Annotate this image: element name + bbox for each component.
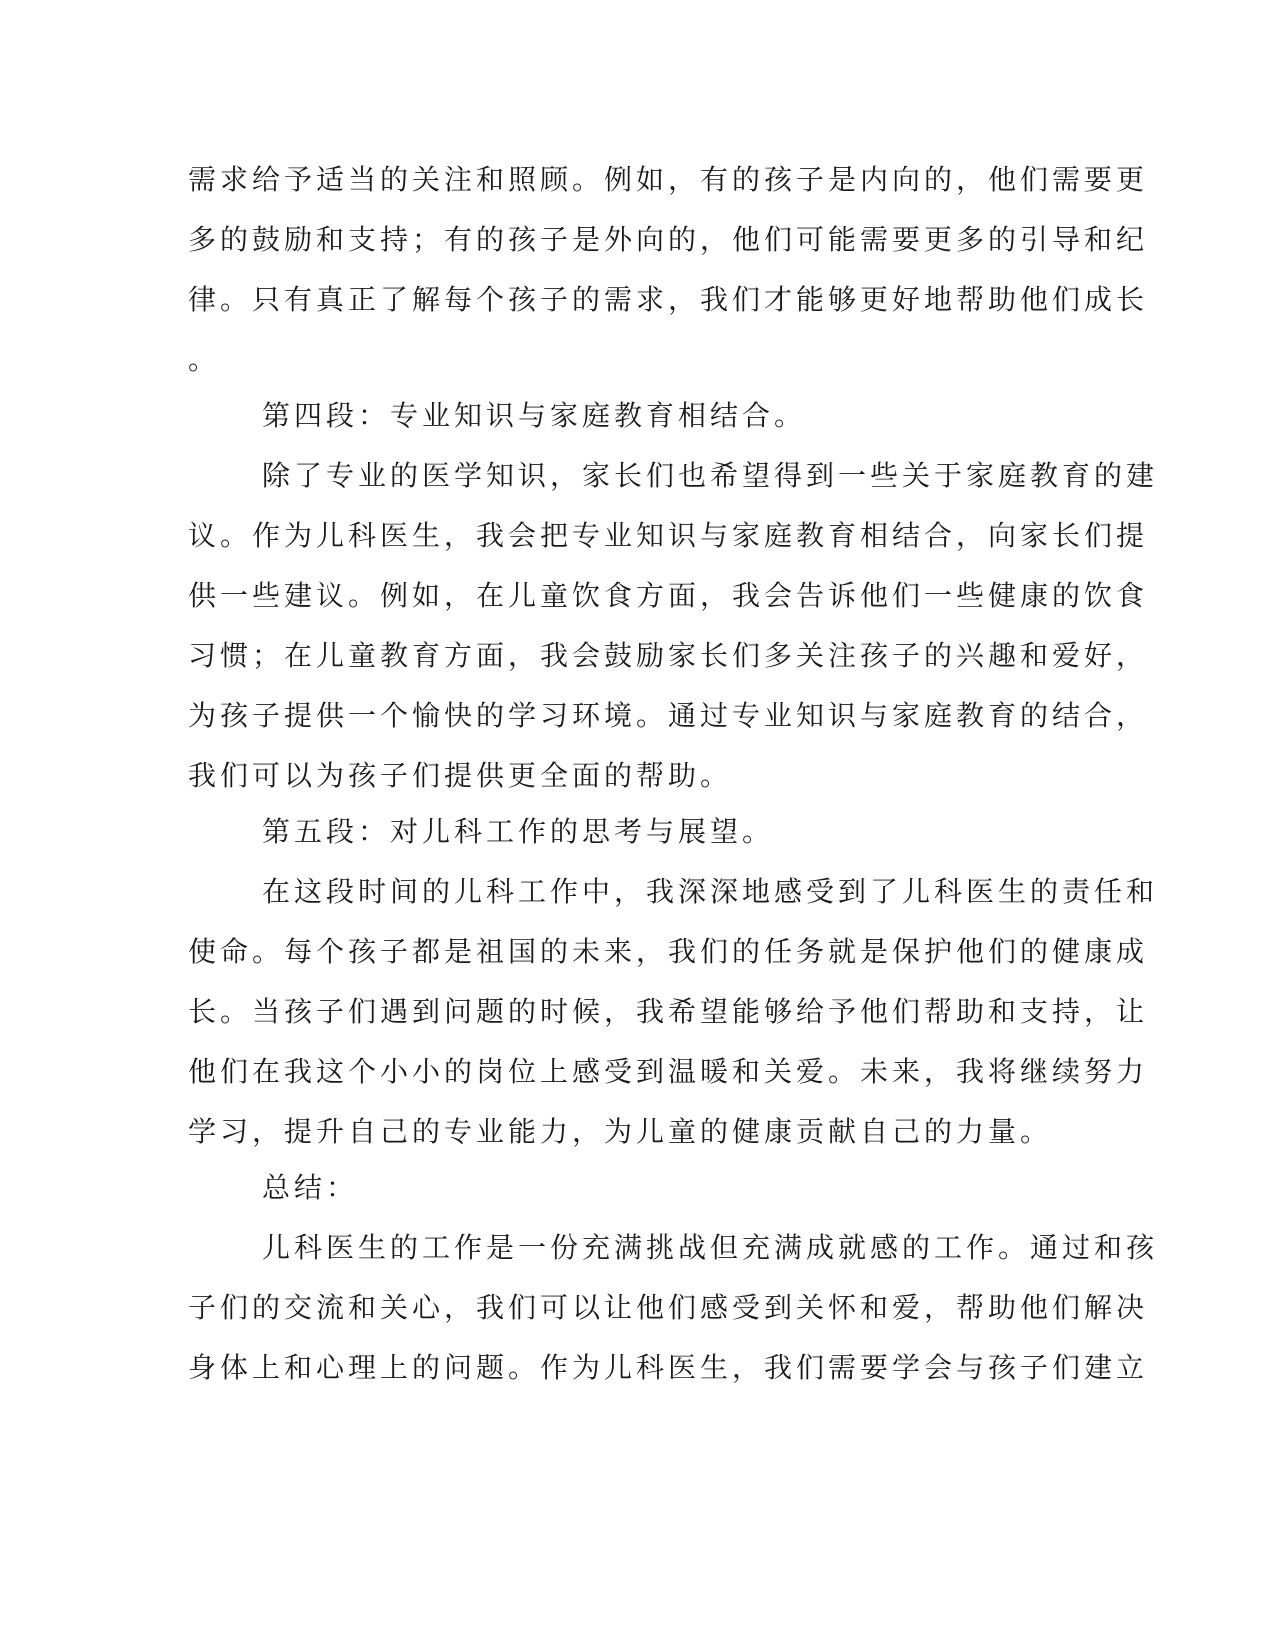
paragraph-line: 使命。每个孩子都是祖国的未来，我们的任务就是保护他们的健康成 [188, 935, 1149, 968]
section-heading-5: 第五段：对儿科工作的思考与展望。 [262, 815, 775, 848]
section-heading-4: 第四段：专业知识与家庭教育相结合。 [262, 399, 807, 432]
paragraph-line: 我们可以为孩子们提供更全面的帮助。 [188, 759, 733, 792]
paragraph-line: 他们在我这个小小的岗位上感受到温暖和关爱。未来，我将继续努力 [188, 1055, 1149, 1088]
paragraph-line: 学习，提升自己的专业能力，为儿童的健康贡献自己的力量。 [188, 1115, 1053, 1148]
paragraph-line: 儿科医生的工作是一份充满挑战但充满成就感的工作。通过和孩 [262, 1231, 1159, 1264]
paragraph-line: 供一些建议。例如，在儿童饮食方面，我会告诉他们一些健康的饮食 [188, 579, 1149, 612]
paragraph-line: 子们的交流和关心，我们可以让他们感受到关怀和爱，帮助他们解决 [188, 1291, 1149, 1324]
paragraph-line: 律。只有真正了解每个孩子的需求，我们才能够更好地帮助他们成长 [188, 283, 1149, 316]
paragraph-line: 为孩子提供一个愉快的学习环境。通过专业知识与家庭教育的结合， [188, 699, 1149, 732]
paragraph-line: 需求给予适当的关注和照顾。例如，有的孩子是内向的，他们需要更 [188, 163, 1149, 196]
paragraph-line: 多的鼓励和支持；有的孩子是外向的，他们可能需要更多的引导和纪 [188, 223, 1149, 256]
paragraph-line: 。 [188, 343, 221, 376]
paragraph-line: 议。作为儿科医生，我会把专业知识与家庭教育相结合，向家长们提 [188, 519, 1149, 552]
paragraph-line: 在这段时间的儿科工作中，我深深地感受到了儿科医生的责任和 [262, 875, 1159, 908]
paragraph-line: 身体上和心理上的问题。作为儿科医生，我们需要学会与孩子们建立 [188, 1351, 1149, 1384]
paragraph-line: 长。当孩子们遇到问题的时候，我希望能够给予他们帮助和支持，让 [188, 995, 1149, 1028]
paragraph-line: 习惯；在儿童教育方面，我会鼓励家长们多关注孩子的兴趣和爱好， [188, 639, 1149, 672]
summary-heading: 总结： [262, 1171, 359, 1204]
paragraph-line: 除了专业的医学知识，家长们也希望得到一些关于家庭教育的建 [262, 459, 1159, 492]
